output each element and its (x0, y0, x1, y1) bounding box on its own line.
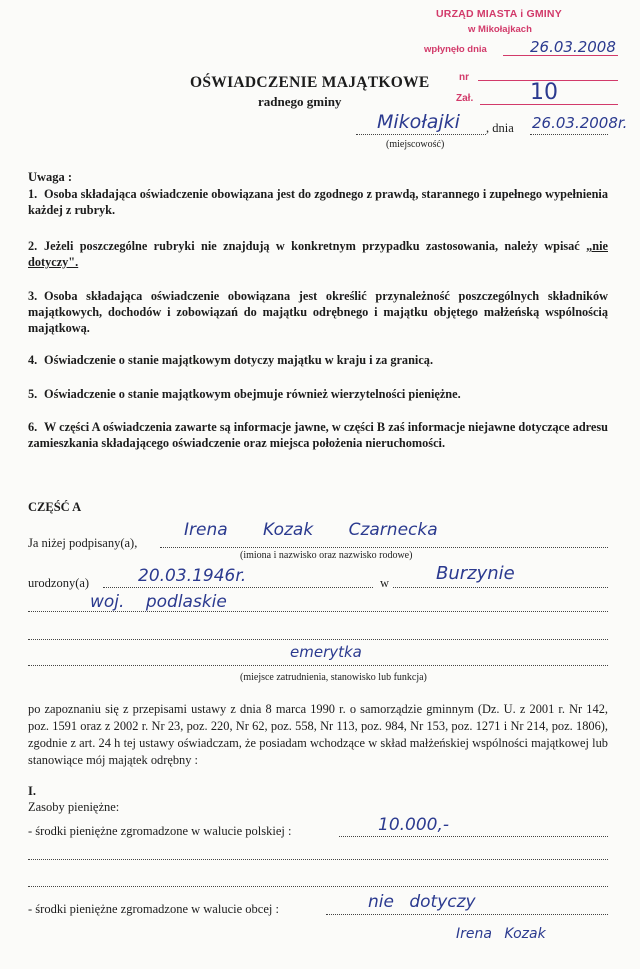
section-1-roman: I. (28, 784, 36, 798)
foreign-funds-dotted-line (326, 914, 608, 915)
document-title: OŚWIADCZENIE MAJĄTKOWE (190, 74, 430, 91)
blank-dotted-line-1 (28, 639, 608, 640)
note-1-text: Osoba składająca oświadczenie obowiązana jest do zgodnego z prawdą, starannego i zupełnego wypełnienia każdej z rubryk. (28, 187, 608, 217)
note-5-number: 5. (28, 387, 38, 401)
pln-funds-dotted-line (339, 836, 608, 837)
stamp-received-label: wpłynęło dnia (424, 44, 487, 55)
note-4 (28, 352, 608, 368)
foreign-funds-value: nie dotyczy (368, 892, 476, 912)
signed-label: Ja niżej podpisany(a), (28, 536, 138, 550)
stamp-office-name: URZĄD MIASTA i GMINY (436, 8, 562, 20)
stamp-zal-label: Zał. (456, 93, 474, 104)
note-4-text: Oświadczenie o stanie majątkowym dotyczy majątku w kraju i za granicą. (44, 353, 434, 367)
document-subtitle: radnego gminy (258, 94, 342, 109)
note-1-number: 1. (28, 187, 38, 201)
stamp-zal-value: 10 (530, 80, 558, 105)
region-value: woj. podlaskie (90, 592, 227, 612)
birth-place-dotted-line (393, 587, 608, 588)
note-3-text: Osoba składająca oświadczenie obowiązana jest określić przynależność poszczególnych składników majątkowych, dochodów i zobowiązań do majątku odrębnego i majątku objętego małżeńską wspólnością majątkową. (28, 289, 608, 335)
in-label: w (380, 576, 390, 590)
note-2 (28, 238, 608, 270)
born-label: urodzony(a) (28, 576, 90, 590)
note-3-number: 3. (28, 289, 38, 303)
note-2-underlined: „nie dotyczy". (28, 239, 608, 269)
note-6-text: W części A oświadczenia zawarte są informacje jawne, w części B zaś informacje niejawne dotyczące adresu zamieszkania składającego oświadczenie oraz miejsca położenia nieruchomości. (28, 420, 608, 450)
note-5 (28, 386, 608, 402)
note-2-number: 2. (28, 239, 38, 253)
occupation-dotted-line (28, 665, 608, 666)
stamp-office-location: w Mikołajkach (468, 24, 532, 35)
note-6 (28, 419, 608, 451)
note-5-text: Oświadczenie o stanie majątkowym obejmuje również wierzytelności pieniężne. (44, 387, 461, 401)
pln-funds-value: 10.000,- (378, 815, 450, 835)
note-1 (28, 186, 608, 218)
date-value: 26.03.2008r. (532, 114, 628, 132)
signature: Irena Kozak (456, 926, 546, 942)
declaration-statement: po zapoznaniu się z przepisami ustawy z dnia 8 marca 1990 r. o samorządzie gminnym (Dz. U. z 2001 r. Nr 142, poz. 1591 oraz z 2002 r. Nr 23, poz. 220, Nr 62, poz. 558, Nr 113, poz. 984, Nr 153, poz. 1271 i Nr 214, poz. 1806), zgodnie z art. 24 h tej ustawy oświadczam, że posiadam wchodzące w skład małżeńskiej wspólności majątkowej lub stanowiące mój majątek odrębny : (28, 702, 608, 767)
stamp-received-date: 26.03.2008 (530, 38, 616, 56)
section-1-title: Zasoby pieniężne: (28, 800, 120, 814)
place-value: Mikołajki (377, 111, 460, 133)
birth-date-dotted-line (103, 587, 373, 588)
note-6-number: 6. (28, 420, 38, 434)
note-3 (28, 288, 608, 336)
blank-dotted-line-2 (28, 859, 608, 860)
stamp-nr-label: nr (459, 72, 469, 83)
date-dotted-line (530, 134, 608, 135)
name-caption: (imiona i nazwisko oraz nazwisko rodowe) (240, 550, 413, 561)
birth-place-value: Burzynie (436, 563, 515, 584)
notes-heading: Uwaga : (28, 170, 73, 184)
part-a-heading: CZĘŚĆ A (28, 500, 82, 514)
note-2-text: Jeżeli poszczególne rubryki nie znajdują w konkretnym przypadku zastosowania, należy wpisać (44, 239, 587, 253)
occupation-caption: (miejsce zatrudnienia, stanowisko lub funkcja) (240, 672, 427, 683)
foreign-funds-label: - środki pieniężne zgromadzone w walucie obcej : (28, 902, 279, 916)
full-name-value: Irena Kozak Czarnecka (184, 520, 438, 540)
blank-dotted-line-3 (28, 886, 608, 887)
name-dotted-line (160, 547, 608, 548)
place-dotted-line (356, 134, 486, 135)
pln-funds-label: - środki pieniężne zgromadzone w walucie polskiej : (28, 824, 292, 838)
occupation-value: emerytka (290, 643, 362, 661)
note-4-number: 4. (28, 353, 38, 367)
date-prefix: , dnia (486, 121, 514, 135)
place-caption: (miejscowość) (386, 139, 445, 150)
birth-date-value: 20.03.1946r. (138, 566, 247, 586)
